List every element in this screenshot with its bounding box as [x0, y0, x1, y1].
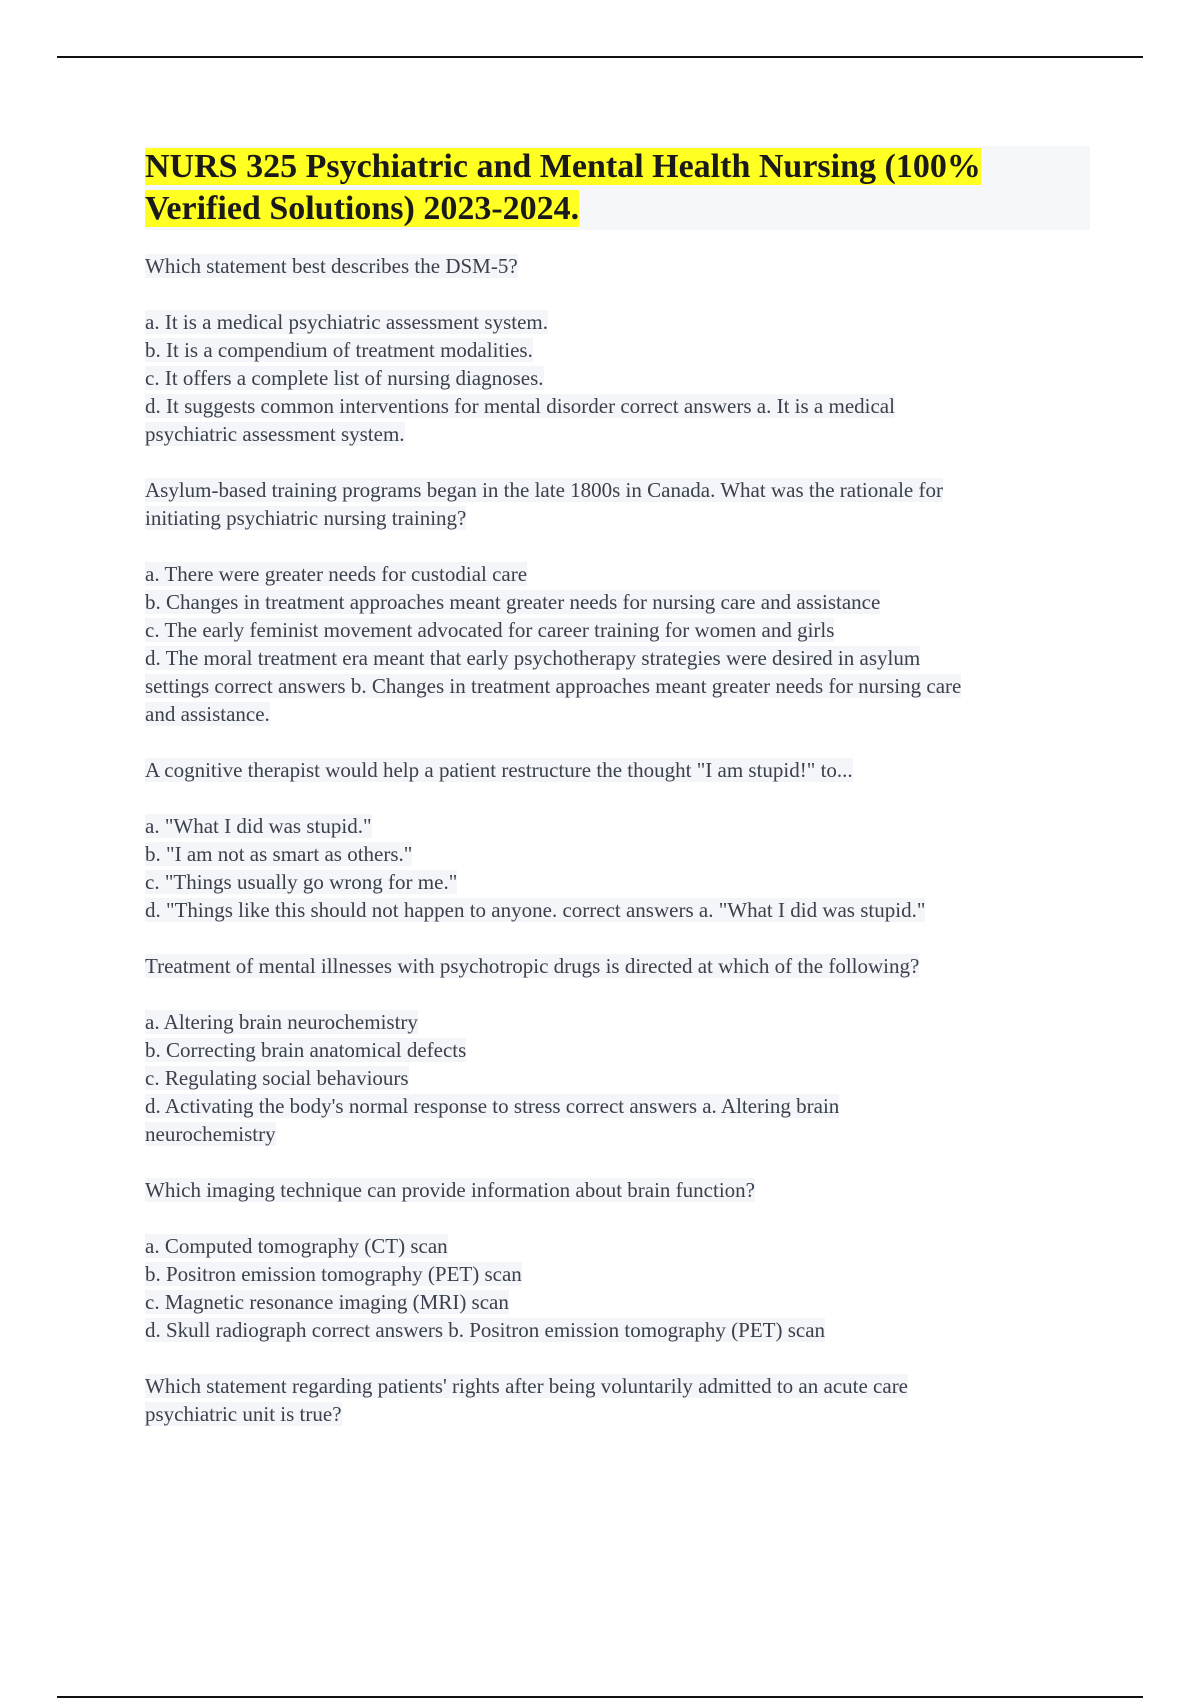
option-line-text: and assistance.	[145, 702, 270, 726]
option-line	[145, 868, 1090, 896]
option-line-text: d. Skull radiograph correct answers b. Positron emission tomography (PET) scan	[145, 1318, 826, 1342]
question-line	[145, 252, 1090, 280]
option-line	[145, 812, 1090, 840]
answer-options	[145, 1008, 1090, 1148]
option-line	[145, 364, 1090, 392]
option-line-text: d. The moral treatment era meant that early psychotherapy strategies were desired in asylum	[145, 646, 921, 670]
option-line-text: d. Activating the body's normal response to stress correct answers a. Altering brain	[145, 1094, 840, 1118]
option-line	[145, 1232, 1090, 1260]
answer-options	[145, 812, 1090, 924]
option-line-text: c. Magnetic resonance imaging (MRI) scan	[145, 1290, 509, 1314]
option-line-text: psychiatric assessment system.	[145, 422, 405, 446]
option-line	[145, 1008, 1090, 1036]
question-text	[145, 1176, 1090, 1204]
answer-options	[145, 308, 1090, 448]
option-line-text: settings correct answers b. Changes in treatment approaches meant greater needs for nursing care	[145, 674, 962, 698]
option-line-text: b. It is a compendium of treatment modalities.	[145, 338, 533, 362]
question-line-text: Asylum-based training programs began in the late 1800s in Canada. What was the rationale for	[145, 478, 943, 502]
option-line	[145, 1036, 1090, 1064]
option-line	[145, 1120, 1090, 1148]
option-line	[145, 1260, 1090, 1288]
title-line-2: Verified Solutions) 2023-2024.	[145, 190, 580, 227]
option-line-text: d. It suggests common interventions for mental disorder correct answers a. It is a medical	[145, 394, 895, 418]
option-line	[145, 588, 1090, 616]
bottom-rule	[57, 1696, 1143, 1698]
option-line	[145, 896, 1090, 924]
question-line	[145, 1400, 1090, 1428]
option-line	[145, 1316, 1090, 1344]
option-line	[145, 840, 1090, 868]
option-line-text: b. Correcting brain anatomical defects	[145, 1038, 467, 1062]
option-line	[145, 1092, 1090, 1120]
option-line	[145, 700, 1090, 728]
answer-options	[145, 1232, 1090, 1344]
document-title	[145, 146, 1090, 230]
question-text	[145, 1372, 1090, 1428]
question-block	[145, 1176, 1090, 1344]
question-line-text: Which statement best describes the DSM-5?	[145, 254, 518, 278]
option-line-text: c. "Things usually go wrong for me."	[145, 870, 458, 894]
question-block	[145, 476, 1090, 728]
option-line	[145, 644, 1090, 672]
question-line-text: Which statement regarding patients' rights after being voluntarily admitted to an acute care	[145, 1374, 909, 1398]
option-line-text: c. It offers a complete list of nursing diagnoses.	[145, 366, 544, 390]
question-list	[145, 252, 1090, 1428]
top-rule	[57, 56, 1143, 58]
question-line-text: psychiatric unit is true?	[145, 1402, 342, 1426]
question-text	[145, 756, 1090, 784]
option-line	[145, 392, 1090, 420]
question-text	[145, 252, 1090, 280]
title-line-1: NURS 325 Psychiatric and Mental Health Nursing (100%	[145, 148, 981, 185]
option-line-text: b. "I am not as smart as others."	[145, 842, 413, 866]
option-line-text: a. Altering brain neurochemistry	[145, 1010, 418, 1034]
option-line	[145, 1064, 1090, 1092]
question-line	[145, 476, 1090, 504]
option-line-text: b. Positron emission tomography (PET) scan	[145, 1262, 522, 1286]
title-block	[145, 146, 1090, 230]
option-line	[145, 672, 1090, 700]
question-line-text: Treatment of mental illnesses with psychotropic drugs is directed at which of the following?	[145, 954, 920, 978]
question-line-text: Which imaging technique can provide information about brain function?	[145, 1178, 755, 1202]
option-line	[145, 1288, 1090, 1316]
question-line	[145, 952, 1090, 980]
question-block	[145, 756, 1090, 924]
option-line	[145, 308, 1090, 336]
option-line	[145, 560, 1090, 588]
question-text	[145, 476, 1090, 532]
option-line-text: b. Changes in treatment approaches meant greater needs for nursing care and assistance	[145, 590, 881, 614]
question-text	[145, 952, 1090, 980]
question-line	[145, 756, 1090, 784]
question-line-text: initiating psychiatric nursing training?	[145, 506, 467, 530]
question-block	[145, 1372, 1090, 1428]
question-line-text: A cognitive therapist would help a patient restructure the thought "I am stupid!" to...	[145, 758, 853, 782]
option-line-text: c. The early feminist movement advocated for career training for women and girls	[145, 618, 835, 642]
document-body	[145, 146, 1090, 1456]
option-line	[145, 616, 1090, 644]
option-line-text: a. It is a medical psychiatric assessment system.	[145, 310, 548, 334]
question-block	[145, 952, 1090, 1148]
option-line-text: d. "Things like this should not happen to anyone. correct answers a. "What I did was stupid."	[145, 898, 926, 922]
option-line	[145, 420, 1090, 448]
option-line-text: a. Computed tomography (CT) scan	[145, 1234, 448, 1258]
option-line-text: a. There were greater needs for custodial care	[145, 562, 528, 586]
question-line	[145, 504, 1090, 532]
question-line	[145, 1176, 1090, 1204]
option-line	[145, 336, 1090, 364]
answer-options	[145, 560, 1090, 728]
option-line-text: a. "What I did was stupid."	[145, 814, 372, 838]
question-line	[145, 1372, 1090, 1400]
option-line-text: c. Regulating social behaviours	[145, 1066, 409, 1090]
question-block	[145, 252, 1090, 448]
option-line-text: neurochemistry	[145, 1122, 276, 1146]
